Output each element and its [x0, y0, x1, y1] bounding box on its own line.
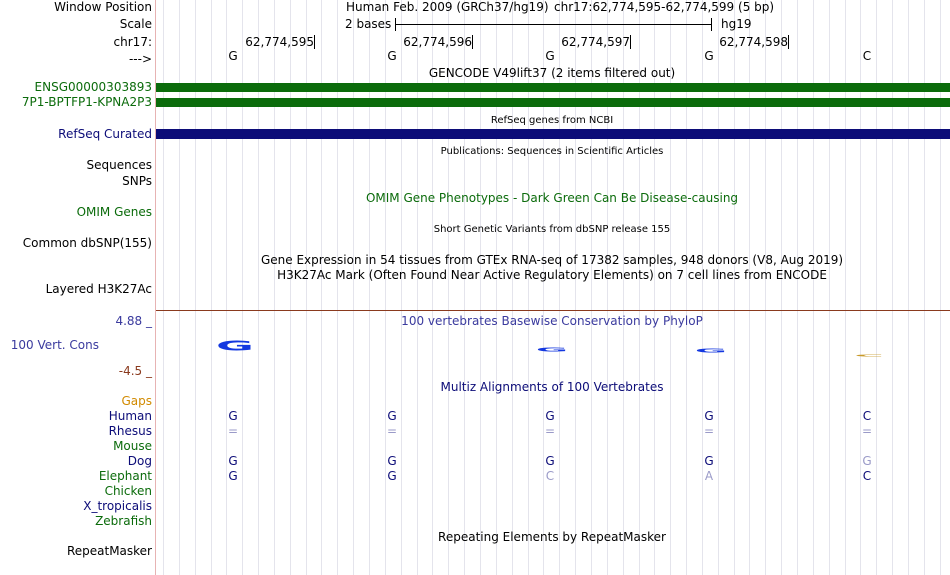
dbsnp-track-title[interactable]: Short Genetic Variants from dbSNP release 155	[433, 224, 671, 235]
coord-tick-2	[472, 35, 473, 49]
gencode-item-1-bar[interactable]	[156, 83, 950, 92]
human-base-2: G	[387, 409, 397, 423]
sequences-label[interactable]: Sequences	[86, 158, 152, 172]
cons-logo-base-3: G	[535, 346, 569, 354]
omim-genes-label[interactable]: OMIM Genes	[76, 205, 152, 219]
elephant-base-3: C	[545, 469, 555, 483]
gencode-item-2-bar[interactable]	[156, 98, 950, 107]
species-dog-label: Dog	[127, 454, 152, 468]
window-position-text: chr17:62,774,595-62,774,599 (5 bp)	[554, 0, 775, 14]
publications-track-title[interactable]: Publications: Sequences in Scientific Articles	[440, 146, 664, 157]
scale-label: Scale	[119, 17, 152, 31]
omim-track-title[interactable]: OMIM Gene Phenotypes - Dark Green Can Be Disease-causing	[365, 191, 739, 205]
chr-label: chr17:	[113, 35, 152, 49]
cons-logo-base-5: C	[854, 354, 884, 358]
dog-base-1: G	[228, 454, 238, 468]
species-chicken-label: Chicken	[104, 484, 152, 498]
species-human-label: Human	[108, 409, 152, 423]
repeatmasker-track-title[interactable]: Repeating Elements by RepeatMasker	[438, 530, 666, 544]
coord-1: 62,774,595	[245, 35, 314, 49]
species-rhesus-label: Rhesus	[108, 424, 152, 438]
rhesus-base-5: =	[861, 424, 873, 438]
gencode-item-2-label[interactable]: 7P1-BPTFP1-KPNA2P3	[21, 95, 152, 109]
window-position-label: Window Position	[54, 0, 152, 14]
cons-logo-base-4: G	[694, 348, 728, 354]
ref-base-3: G	[545, 49, 555, 63]
human-base-1: G	[228, 409, 238, 423]
scale-bar-left-cap	[395, 18, 396, 31]
rhesus-base-1: =	[227, 424, 239, 438]
coord-tick-4	[788, 35, 789, 49]
layered-h3k27ac-label[interactable]: Layered H3K27Ac	[45, 282, 152, 296]
species-xtropicalis-label: X_tropicalis	[83, 499, 152, 513]
db-name: hg19	[721, 17, 752, 31]
coord-3: 62,774,597	[561, 35, 630, 49]
vert-cons-label[interactable]: 100 Vert. Cons	[10, 338, 99, 352]
ref-base-5: C	[862, 49, 872, 63]
ref-base-4: G	[704, 49, 714, 63]
gaps-label: Gaps	[121, 394, 152, 408]
elephant-base-2: G	[387, 469, 397, 483]
human-base-4: G	[704, 409, 714, 423]
ref-base-2: G	[387, 49, 397, 63]
elephant-base-4: A	[704, 469, 714, 483]
scale-bar	[395, 24, 711, 25]
dog-base-4: G	[704, 454, 714, 468]
refseq-curated-label[interactable]: RefSeq Curated	[58, 127, 152, 141]
ref-base-1: G	[228, 49, 238, 63]
human-base-5: C	[862, 409, 872, 423]
cons-top-line	[156, 310, 950, 311]
dog-base-2: G	[387, 454, 397, 468]
human-base-3: G	[545, 409, 555, 423]
coord-tick-1	[314, 35, 315, 49]
gencode-item-1-label[interactable]: ENSG00000303893	[34, 80, 152, 94]
gencode-track-title[interactable]: GENCODE V49lift37 (2 items filtered out)	[428, 66, 676, 80]
coord-2: 62,774,596	[403, 35, 472, 49]
coord-tick-3	[630, 35, 631, 49]
dog-base-5: G	[862, 454, 872, 468]
repeatmasker-label[interactable]: RepeatMasker	[66, 544, 152, 558]
refseq-curated-bar[interactable]	[156, 129, 950, 139]
h3k27ac-track-title[interactable]: H3K27Ac Mark (Often Found Near Active Regulatory Elements) on 7 cell lines from ENCODE	[277, 268, 827, 282]
refseq-track-title[interactable]: RefSeq genes from NCBI	[490, 115, 614, 126]
cons-track-title[interactable]: 100 vertebrates Basewise Conservation by PhyloP	[401, 314, 703, 328]
cons-max-label: 4.88 _	[115, 314, 152, 328]
track-labels	[0, 0, 155, 575]
species-zebrafish-label: Zebrafish	[95, 514, 152, 528]
common-dbsnp-label[interactable]: Common dbSNP(155)	[22, 236, 152, 250]
species-mouse-label: Mouse	[113, 439, 152, 453]
rhesus-base-3: =	[544, 424, 556, 438]
elephant-base-5: C	[862, 469, 872, 483]
rhesus-base-2: =	[386, 424, 398, 438]
dog-base-3: G	[545, 454, 555, 468]
strand-arrow-label: --->	[128, 52, 152, 66]
coord-4: 62,774,598	[719, 35, 788, 49]
assembly-title: Human Feb. 2009 (GRCh37/hg19)	[346, 0, 549, 14]
track-image[interactable]	[156, 0, 950, 575]
scale-bar-right-cap	[711, 18, 712, 31]
species-elephant-label: Elephant	[98, 469, 152, 483]
cons-logo-base-1: G	[216, 339, 254, 355]
snps-label[interactable]: SNPs	[122, 174, 152, 188]
gtex-track-title[interactable]: Gene Expression in 54 tissues from GTEx RNA-seq of 17382 samples, 948 donors (V8, Aug 2019)	[260, 253, 844, 267]
scale-text: 2 bases	[345, 17, 392, 31]
cons-min-label: -4.5 _	[118, 364, 152, 378]
rhesus-base-4: =	[703, 424, 715, 438]
elephant-base-1: G	[228, 469, 238, 483]
multiz-track-title[interactable]: Multiz Alignments of 100 Vertebrates	[440, 380, 664, 394]
